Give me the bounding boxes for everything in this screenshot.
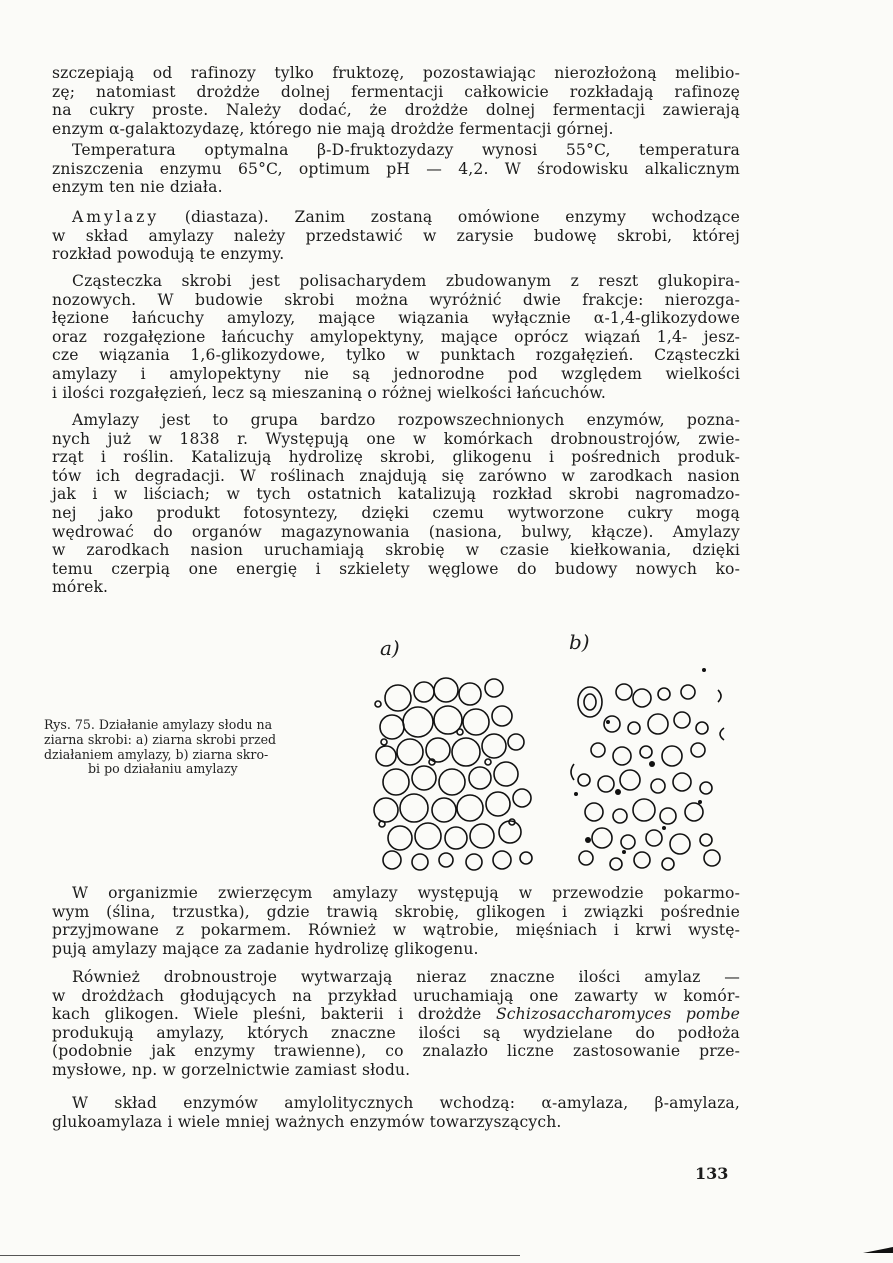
text-line: rząt i roślin. Katalizują hydrolizę skrobi, glikogenu i pośrednich produk-: [52, 448, 740, 467]
caption-line: bi po działaniu amylazy: [88, 761, 238, 777]
text-line: nej jako produkt fotosyntezy, dzięki czemu wytworzone cukry mogą: [52, 503, 740, 522]
caption-line: działaniem amylazy, b) ziarna skro-: [44, 746, 269, 762]
text-line: w drożdżach głodujących na przykład uruchamiają one zawarty w komór-: [52, 986, 740, 1005]
text-fragment: (diastaza). Zanim zostaną omówione enzymy wchodzące: [159, 208, 740, 226]
text-line: Amylazy jest to grupa bardzo rozpowszechnionych enzymów, pozna-: [72, 411, 740, 429]
text-line: oraz rozgałęzione łańcuchy amylopektyny, mające oprócz wiązań 1,4- jesz-: [52, 327, 740, 346]
paragraph-1: [52, 64, 740, 138]
text-line: mórek.: [52, 578, 109, 597]
text-line: pują amylazy mające za zadanie hydrolizę glikogenu.: [52, 939, 479, 958]
text-line: (podobnie jak enzymy trawienne), co znalazło liczne zastosowanie prze-: [52, 1042, 740, 1061]
text-line: wędrować do organów magazynowania (nasiona, bulwy, kłącze). Amylazy: [52, 522, 740, 541]
text-line: przyjmowane z pokarmem. Również w wątrobie, mięśniach i krwi wystę-: [52, 921, 740, 940]
text-line: glukoamylaza i wiele mniej ważnych enzymów towarzyszących.: [52, 1112, 562, 1131]
text-line: amylazy i amylopektyny nie są jednorodne pod względem wielkości: [52, 364, 740, 383]
text-line: w skład amylazy należy przedstawić w zarysie budowę skrobi, której: [52, 226, 740, 245]
text-line: nozowych. W budowie skrobi można wyróżnić dwie frakcje: nierozga-: [52, 290, 740, 309]
text-line: Również drobnoustroje wytwarzają nieraz znaczne ilości amylaz —: [72, 968, 740, 986]
text-line: W skład enzymów amylolitycznych wchodzą: α-amylaza, β-amylaza,: [72, 1094, 740, 1112]
figure-label-a: a): [380, 636, 400, 660]
text-line: [52, 208, 740, 227]
text-line: Temperatura optymalna β-D-fruktozydazy wynosi 55°C, temperatura: [72, 141, 740, 159]
figure-caption: [44, 718, 344, 777]
figure-label-b: b): [569, 630, 590, 654]
species-name: Schizosaccharomyces pombe: [495, 1005, 741, 1024]
paragraph-6: [52, 884, 740, 958]
text-line: zę; natomiast drożdże dolnej fermentacji całkowicie rozkładają rafinozę: [52, 82, 740, 101]
text-line: wym (ślina, trzustka), gdzie trawią skrobię, glikogen i związki pośrednie: [52, 902, 740, 921]
text-line: mysłowe, np. w gorzelnictwie zamiast słodu.: [52, 1060, 411, 1079]
text-line: W organizmie zwierzęcym amylazy występują w przewodzie pokarmo-: [72, 884, 740, 902]
panel-b-granules: [571, 684, 724, 870]
text-line: Cząsteczka skrobi jest polisacharydem zbudowanym z reszt glukopira-: [72, 272, 740, 290]
paragraph-2: [52, 141, 740, 197]
paragraph-8: [52, 1094, 740, 1131]
text-line: cze wiązania 1,6-glikozydowe, tylko w punktach rozgałęzień. Cząsteczki: [52, 346, 740, 365]
text-line: łęzione łańcuchy amylozy, mające wiązania wyłącznie α-1,4-glikozydowe: [52, 309, 740, 328]
text-line: [52, 1005, 740, 1024]
text-line: tów ich degradacji. W roślinach znajdują się zarówno w zarodkach nasion: [52, 466, 740, 485]
starch-granules-figure: [362, 632, 747, 872]
text-line: w zarodkach nasion uruchamiają skrobię w czasie kiełkowania, dzięki: [52, 541, 740, 560]
caption-line: Rys. 75. Działanie amylazy słodu na: [44, 717, 273, 732]
paragraph-4: [52, 272, 740, 402]
paragraph-7: [52, 968, 740, 1080]
text-fragment: kach glikogen. Wiele pleśni, bakterii i drożdże: [52, 1005, 496, 1024]
corner-mark: [863, 1247, 893, 1253]
text-line: produkują amylazy, których znaczne ilości są wydzielane do podłoża: [52, 1023, 740, 1042]
text-line: nych już w 1838 r. Występują one w komórkach drobnoustrojów, zwie-: [52, 429, 740, 448]
page-number: 133: [695, 1164, 729, 1183]
text-line: szczepiają od rafinozy tylko fruktozę, pozostawiając nierozłożoną melibio-: [52, 64, 740, 82]
paragraph-5: [52, 411, 740, 597]
text-line: temu czerpią one energię i szkielety węglowe do budowy nowych ko-: [52, 559, 740, 578]
text-line: enzym α-galaktozydazę, którego nie mają drożdże fermentacji górnej.: [52, 119, 614, 138]
text-line: enzym ten nie działa.: [52, 178, 223, 197]
section-term: Amylazy: [72, 208, 160, 226]
text-line: i ilości rozgałęzień, lecz są mieszaniną o różnej wielkości łańcuchów.: [52, 383, 607, 402]
starch-granules-illustration: [362, 632, 747, 872]
text-line: jak i w liściach; w tych ostatnich katalizują rozkład skrobi nagromadzo-: [52, 485, 740, 504]
panel-a-granules: [374, 678, 532, 870]
paragraph-3: [52, 208, 740, 264]
caption-line: ziarna skrobi: a) ziarna skrobi przed: [44, 731, 277, 747]
text-line: rozkład powodują te enzymy.: [52, 245, 285, 264]
text-line: na cukry proste. Należy dodać, że drożdże dolnej fermentacji zawierają: [52, 101, 740, 120]
bottom-rule: [0, 1255, 520, 1256]
text-line: zniszczenia enzymu 65°C, optimum pH — 4,2. W środowisku alkalicznym: [52, 159, 740, 178]
